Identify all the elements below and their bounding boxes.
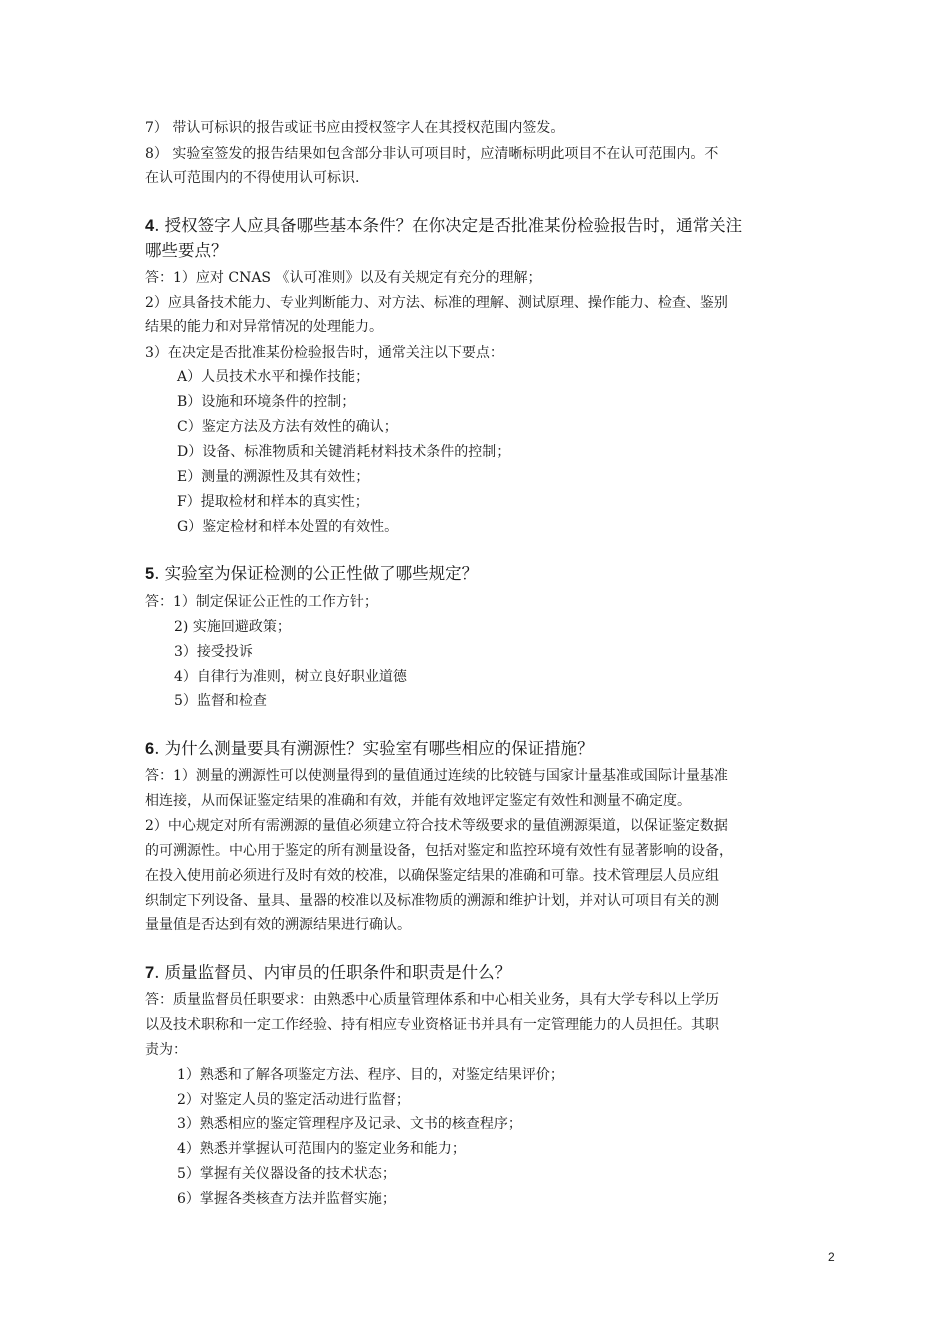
q5-heading — [145, 561, 478, 587]
q4-title-part-1: . 授权签字人应具备哪些基本条件？在你决定是否批准某份检验报告时，通常关注 — [154, 216, 743, 235]
q6-line-1: 答：1）测量的溯源性可以使测量得到的量值通过连续的比较链与国家计量基准或国际计量基准 — [145, 768, 728, 784]
q5-title: . 实验室为保证检测的公正性做了哪些规定？ — [154, 564, 479, 583]
q5-point-4: 4）自律行为准则，树立良好职业道德 — [174, 669, 407, 685]
q4-point-e: E）测量的溯源性及其有效性； — [177, 469, 370, 485]
q4-title-part-2: 哪些要点？ — [145, 241, 228, 260]
q4-point-d: D）设备、标准物质和关键消耗材料技术条件的控制； — [177, 444, 511, 460]
q4-answer-2-line-2: 结果的能力和对异常情况的处理能力。 — [145, 319, 383, 335]
q4-point-a: A）人员技术水平和操作技能； — [177, 369, 370, 385]
q7-point-3: 3）熟悉相应的鉴定管理程序及记录、文书的核查程序； — [177, 1116, 522, 1132]
q4-answer-2-line-1: 2）应具备技术能力、专业判断能力、对方法、标准的理解、测试原理、操作能力、检查、鉴别 — [145, 295, 728, 311]
q7-heading — [145, 960, 511, 986]
q4-answer-1: 答：1）应对 CNAS 《认可准则》以及有关规定有充分的理解； — [145, 270, 542, 286]
q7-line-2: 以及技术职称和一定工作经验、持有相应专业资格证书并具有一定管理能力的人员担任。其职 — [145, 1017, 719, 1033]
q4-point-c: C）鉴定方法及方法有效性的确认； — [177, 419, 398, 435]
q7-point-6: 6）掌握各类核查方法并监督实施； — [177, 1191, 396, 1207]
item-7: 7） 带认可标识的报告或证书应由授权签字人在其授权范围内签发。 — [145, 120, 565, 136]
q5-point-5: 5）监督和检查 — [174, 693, 267, 709]
q5-point-2: 2) 实施回避政策； — [174, 619, 291, 635]
q5-point-3: 3）接受投诉 — [174, 644, 253, 660]
q7-title: . 质量监督员、内审员的任职条件和职责是什么？ — [154, 963, 512, 982]
q4-heading — [145, 213, 742, 239]
q6-title: . 为什么测量要具有溯源性？实验室有哪些相应的保证措施？ — [154, 739, 594, 758]
page-number: 2 — [828, 1250, 835, 1264]
q7-point-5: 5）掌握有关仪器设备的技术状态； — [177, 1166, 396, 1182]
q4-point-b: B）设施和环境条件的控制； — [177, 394, 356, 410]
q7-line-1: 答：质量监督员任职要求：由熟悉中心质量管理体系和中心相关业务，具有大学专科以上学历 — [145, 992, 719, 1008]
item-8-line-2: 在认可范围内的不得使用认可标识. — [145, 170, 360, 186]
q6-line-6: 织制定下列设备、量具、量器的校准以及标准物质的溯源和维护计划，并对认可项目有关的测 — [145, 893, 719, 909]
q7-point-1: 1）熟悉和了解各项鉴定方法、程序、目的，对鉴定结果评价； — [177, 1067, 564, 1083]
q4-point-f: F）提取检材和样本的真实性； — [177, 494, 369, 510]
q6-line-5: 在投入使用前必须进行及时有效的校准，以确保鉴定结果的准确和可靠。技术管理层人员应组 — [145, 868, 719, 884]
q4-number: 4 — [145, 217, 155, 235]
q7-number: 7 — [145, 964, 155, 982]
q6-line-3: 2）中心规定对所有需溯源的量值必须建立符合技术等级要求的量值溯源渠道，以保证鉴定数据 — [145, 818, 728, 834]
q6-line-7: 量量值是否达到有效的溯源结果进行确认。 — [145, 917, 411, 933]
item-8-line-1: 8） 实验室签发的报告结果如包含部分非认可项目时，应清晰标明此项目不在认可范围内。不 — [145, 146, 719, 162]
q6-line-2: 相连接，从而保证鉴定结果的准确和有效，并能有效地评定鉴定有效性和测量不确定度。 — [145, 793, 691, 809]
q5-answer-1: 答：1）制定保证公正性的工作方针； — [145, 594, 378, 610]
q4-answer-3: 3）在决定是否批准某份检验报告时，通常关注以下要点： — [145, 345, 504, 361]
q7-point-2: 2）对鉴定人员的鉴定活动进行监督； — [177, 1092, 410, 1108]
q7-line-3: 责为： — [145, 1042, 187, 1058]
q7-point-4: 4）熟悉并掌握认可范围内的鉴定业务和能力； — [177, 1141, 466, 1157]
q5-number: 5 — [145, 565, 155, 583]
q6-heading — [145, 736, 594, 762]
q6-number: 6 — [145, 740, 155, 758]
q6-line-4: 的可溯源性。中心用于鉴定的所有测量设备，包括对鉴定和监控环境有效性有显著影响的设备， — [145, 843, 733, 859]
q4-point-g: G）鉴定检材和样本处置的有效性。 — [177, 519, 399, 535]
